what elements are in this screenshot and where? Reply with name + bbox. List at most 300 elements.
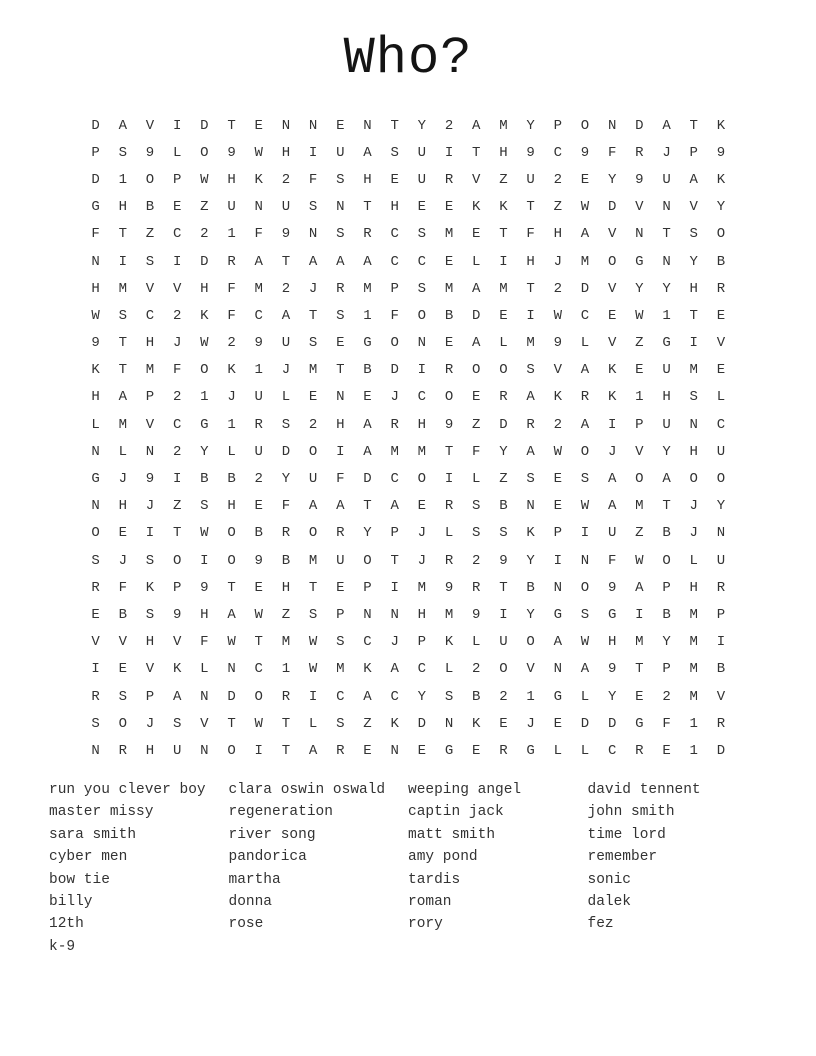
grid-letter: 1 [363, 307, 372, 324]
grid-letter: G [635, 715, 644, 732]
grid-letter: M [417, 579, 427, 596]
grid-letter: O [172, 552, 182, 569]
grid-letter: 9 [499, 552, 508, 569]
word-list-item: rose [228, 916, 264, 933]
grid-letter: D [91, 117, 100, 134]
grid-letter: Z [281, 606, 291, 623]
grid-letter: U [281, 335, 291, 352]
grid-letter: C [580, 307, 590, 324]
grid-letter: F [662, 715, 671, 732]
grid-letter: M [444, 606, 454, 623]
grid-letter: R [635, 144, 644, 161]
grid-letter: H [553, 226, 562, 243]
grid-letter: N [91, 742, 100, 759]
grid-letter: M [635, 634, 644, 651]
grid-letter: K [472, 715, 481, 732]
grid-letter: P [363, 579, 372, 596]
grid-letter: V [526, 661, 535, 678]
grid-letter: C [172, 416, 182, 433]
grid-letter: H [662, 389, 671, 406]
grid-letter: F [172, 362, 182, 379]
word-list-item: clara oswin oswald [228, 782, 386, 798]
grid-letter: B [254, 525, 263, 542]
grid-letter: N [526, 498, 535, 515]
grid-letter: N [200, 742, 209, 759]
grid-letter: T [118, 335, 127, 352]
grid-letter: S [118, 307, 127, 324]
grid-letter: D [635, 117, 644, 134]
grid-letter: I [417, 362, 427, 379]
grid-letter: U [227, 199, 236, 216]
word-list-item: bow tie [49, 871, 110, 888]
grid-letter: I [308, 688, 318, 705]
grid-letter: O [499, 661, 508, 678]
grid-letter: O [227, 742, 236, 759]
grid-letter: O [580, 579, 590, 596]
grid-letter: I [172, 471, 182, 488]
word-list-column [49, 779, 229, 958]
grid-letter: M [689, 606, 698, 623]
grid-letter: V [607, 280, 617, 297]
grid-letter: R [472, 579, 481, 596]
grid-letter: A [308, 253, 318, 270]
grid-letter: S [281, 416, 291, 433]
grid-letter: Z [635, 525, 644, 542]
grid-letter: M [580, 253, 590, 270]
grid-letter: 2 [553, 280, 562, 297]
puzzle-title: Who? [343, 29, 473, 88]
grid-letter: L [444, 661, 454, 678]
grid-letter: A [363, 443, 372, 460]
grid-letter: J [145, 715, 155, 732]
grid-letter: Z [363, 715, 372, 732]
word-list-item: fez [587, 916, 614, 933]
grid-letter: T [526, 199, 535, 216]
grid-letter: 2 [472, 661, 481, 678]
grid-letter: R [91, 688, 100, 705]
grid-letter: A [363, 253, 372, 270]
grid-letter: N [91, 498, 100, 515]
grid-letter: T [363, 498, 372, 515]
grid-letter: 2 [444, 117, 454, 134]
grid-letter: I [499, 606, 508, 623]
grid-letter: N [390, 606, 399, 623]
grid-letter: P [689, 144, 698, 161]
grid-letter: L [472, 471, 481, 488]
grid-letter: M [689, 362, 698, 379]
grid-letter: S [417, 280, 427, 297]
word-list-item: k-9 [49, 938, 76, 955]
grid-letter: W [200, 525, 209, 542]
grid-letter: U [336, 144, 345, 161]
grid-letter: S [499, 525, 508, 542]
grid-letter: D [200, 117, 209, 134]
grid-letter: Y [417, 117, 427, 134]
grid-letter: N [254, 199, 263, 216]
grid-row [82, 384, 735, 411]
grid-letter: H [145, 335, 155, 352]
grid-letter: G [662, 335, 671, 352]
grid-letter: C [145, 307, 155, 324]
grid-letter: R [499, 742, 508, 759]
grid-letter: K [607, 362, 617, 379]
grid-letter: S [472, 525, 481, 542]
grid-letter: L [472, 634, 481, 651]
grid-letter: H [689, 579, 698, 596]
grid-letter: 9 [172, 606, 182, 623]
grid-letter: E [580, 171, 590, 188]
grid-letter: E [118, 661, 127, 678]
grid-letter: V [607, 335, 617, 352]
grid-letter: 2 [227, 335, 236, 352]
grid-letter: I [118, 253, 127, 270]
grid-letter: P [553, 117, 562, 134]
grid-letter: C [254, 307, 263, 324]
grid-letter: E [716, 307, 726, 324]
grid-letter: T [118, 226, 127, 243]
grid-letter: S [444, 688, 454, 705]
grid-letter: N [662, 253, 671, 270]
grid-letter: 9 [254, 335, 263, 352]
grid-letter: O [689, 471, 698, 488]
grid-letter: L [172, 144, 182, 161]
grid-letter: Z [499, 471, 508, 488]
grid-letter: C [363, 634, 372, 651]
grid-letter: A [580, 416, 590, 433]
grid-letter: O [363, 552, 372, 569]
grid-letter: T [281, 715, 291, 732]
grid-letter: M [254, 280, 263, 297]
word-list-column [229, 779, 409, 936]
grid-letter: I [526, 307, 535, 324]
grid-letter: J [281, 362, 291, 379]
grid-letter: Z [172, 498, 182, 515]
grid-letter: E [254, 579, 263, 596]
grid-letter: V [91, 634, 100, 651]
grid-letter: D [580, 715, 590, 732]
grid-letter: O [308, 443, 318, 460]
grid-letter: S [308, 199, 318, 216]
grid-letter: A [363, 416, 372, 433]
grid-letter: A [607, 471, 617, 488]
grid-letter: N [145, 443, 155, 460]
grid-letter: P [172, 579, 182, 596]
grid-letter: E [444, 335, 454, 352]
grid-letter: U [607, 525, 617, 542]
grid-letter: A [580, 661, 590, 678]
grid-letter: E [336, 117, 345, 134]
grid-letter: 2 [172, 443, 182, 460]
grid-letter: 9 [553, 335, 562, 352]
grid-letter: T [472, 144, 481, 161]
grid-letter: C [417, 661, 427, 678]
grid-letter: H [689, 280, 698, 297]
grid-letter: 9 [145, 144, 155, 161]
grid-letter: A [172, 688, 182, 705]
grid-letter: I [444, 471, 454, 488]
grid-letter: W [308, 661, 318, 678]
grid-letter: M [281, 634, 291, 651]
grid-letter: O [716, 471, 726, 488]
grid-letter: D [227, 688, 236, 705]
grid-letter: E [716, 362, 726, 379]
grid-letter: D [281, 443, 291, 460]
grid-row [82, 656, 735, 683]
grid-letter: T [227, 579, 236, 596]
grid-letter: L [118, 443, 127, 460]
grid-letter: E [499, 307, 508, 324]
grid-letter: S [118, 144, 127, 161]
grid-letter: R [444, 171, 454, 188]
grid-letter: T [308, 579, 318, 596]
grid-letter: A [526, 443, 535, 460]
grid-letter: W [308, 634, 318, 651]
grid-letter: E [553, 715, 562, 732]
word-list-item: david tennent [587, 782, 701, 798]
grid-letter: R [281, 688, 291, 705]
grid-letter: I [172, 117, 182, 134]
grid-letter: L [553, 742, 562, 759]
grid-letter: J [662, 144, 671, 161]
grid-letter: S [200, 498, 209, 515]
grid-letter: N [308, 226, 318, 243]
grid-letter: A [390, 661, 399, 678]
grid-letter: B [716, 661, 726, 678]
grid-letter: N [607, 117, 617, 134]
grid-letter: T [390, 117, 399, 134]
grid-letter: N [227, 661, 236, 678]
grid-letter: R [91, 579, 100, 596]
grid-row [82, 194, 735, 221]
grid-letter: H [607, 634, 617, 651]
grid-letter: O [200, 144, 209, 161]
grid-letter: U [662, 171, 671, 188]
grid-letter: E [254, 498, 263, 515]
grid-letter: T [662, 498, 671, 515]
grid-letter: N [281, 117, 291, 134]
grid-letter: U [254, 389, 263, 406]
grid-letter: N [308, 117, 318, 134]
grid-letter: K [553, 389, 562, 406]
grid-letter: M [118, 416, 127, 433]
grid-letter: S [390, 144, 399, 161]
grid-letter: H [336, 416, 345, 433]
grid-letter: M [689, 688, 698, 705]
grid-letter: A [472, 335, 481, 352]
grid-letter: M [689, 634, 698, 651]
grid-letter: F [390, 307, 399, 324]
grid-letter: M [308, 362, 318, 379]
grid-letter: G [91, 199, 100, 216]
grid-letter: Z [200, 199, 209, 216]
word-list-item: pandorica [228, 849, 307, 866]
grid-letter: M [499, 117, 508, 134]
grid-letter: O [254, 688, 263, 705]
grid-letter: C [390, 253, 399, 270]
grid-letter: H [499, 144, 508, 161]
grid-letter: T [281, 742, 291, 759]
grid-letter: L [308, 715, 318, 732]
grid-letter: T [281, 253, 291, 270]
grid-letter: T [635, 661, 644, 678]
grid-letter: W [254, 144, 263, 161]
grid-letter: T [689, 117, 698, 134]
grid-letter: R [635, 742, 644, 759]
grid-letter: M [689, 661, 698, 678]
word-list-item: martha [228, 871, 281, 888]
grid-letter: B [281, 552, 291, 569]
grid-letter: D [716, 742, 726, 759]
grid-row [82, 248, 735, 275]
grid-letter: F [281, 498, 291, 515]
grid-letter: S [526, 362, 535, 379]
grid-letter: A [580, 362, 590, 379]
grid-letter: N [444, 715, 454, 732]
grid-letter: 2 [254, 471, 263, 488]
grid-letter: B [526, 579, 535, 596]
word-list-item: billy [49, 894, 93, 911]
grid-letter: N [553, 661, 562, 678]
grid-letter: I [336, 443, 345, 460]
grid-letter: E [417, 742, 427, 759]
grid-letter: S [308, 335, 318, 352]
grid-letter: P [662, 579, 671, 596]
grid-letter: O [472, 362, 481, 379]
grid-letter: 2 [200, 226, 209, 243]
grid-letter: R [363, 226, 372, 243]
grid-letter: I [607, 416, 617, 433]
grid-letter: T [363, 199, 372, 216]
grid-letter: R [716, 579, 726, 596]
grid-letter: E [444, 253, 454, 270]
grid-letter: F [91, 226, 100, 243]
grid-letter: J [308, 280, 318, 297]
grid-letter: 9 [227, 144, 236, 161]
grid-letter: M [444, 226, 454, 243]
grid-letter: F [607, 552, 617, 569]
grid-letter: T [390, 552, 399, 569]
grid-letter: O [227, 525, 236, 542]
grid-letter: C [254, 661, 263, 678]
word-list-item: weeping angel [408, 782, 522, 798]
grid-row [82, 737, 735, 764]
grid-letter: I [308, 144, 318, 161]
grid-letter: T [689, 307, 698, 324]
grid-letter: U [254, 443, 263, 460]
grid-letter: V [145, 661, 155, 678]
grid-letter: V [172, 634, 182, 651]
grid-letter: W [553, 307, 562, 324]
grid-letter: Y [716, 199, 726, 216]
grid-letter: C [390, 688, 399, 705]
grid-letter: E [172, 199, 182, 216]
grid-letter: N [390, 742, 399, 759]
grid-letter: I [91, 661, 100, 678]
grid-letter: H [227, 498, 236, 515]
word-list-item: master missy [49, 804, 154, 821]
grid-letter: W [635, 552, 644, 569]
grid-letter: H [417, 416, 427, 433]
grid-letter: Z [635, 335, 644, 352]
grid-letter: S [580, 606, 590, 623]
grid-letter: 1 [200, 389, 209, 406]
grid-letter: H [200, 280, 209, 297]
grid-letter: O [526, 634, 535, 651]
grid-letter: U [281, 199, 291, 216]
word-list-column [408, 779, 588, 936]
grid-letter: D [580, 280, 590, 297]
grid-letter: Z [145, 226, 155, 243]
grid-letter: R [499, 389, 508, 406]
grid-letter: O [499, 362, 508, 379]
grid-letter: L [580, 688, 590, 705]
grid-letter: P [716, 606, 726, 623]
grid-letter: K [444, 634, 454, 651]
grid-letter: M [444, 280, 454, 297]
grid-letter: F [336, 471, 345, 488]
grid-letter: T [662, 226, 671, 243]
grid-letter: H [363, 171, 372, 188]
grid-letter: P [417, 634, 427, 651]
grid-letter: 9 [607, 661, 617, 678]
grid-letter: B [145, 199, 155, 216]
grid-row [82, 302, 735, 329]
word-list-item: roman [408, 894, 452, 911]
grid-letter: J [390, 634, 399, 651]
grid-letter: E [118, 525, 127, 542]
grid-letter: B [662, 606, 671, 623]
word-list-item: rory [408, 916, 443, 933]
grid-letter: U [308, 471, 318, 488]
grid-letter: O [308, 525, 318, 542]
grid-letter: H [526, 253, 535, 270]
word-list-item: river song [228, 826, 316, 843]
grid-letter: A [254, 253, 263, 270]
grid-letter: Y [363, 525, 372, 542]
grid-letter: U [662, 362, 671, 379]
grid-letter: C [607, 742, 617, 759]
word-list-item: cyber men [49, 849, 128, 866]
grid-row [82, 166, 735, 193]
grid-letter: T [254, 634, 263, 651]
grid-letter: J [390, 389, 399, 406]
grid-letter: H [145, 742, 155, 759]
grid-letter: W [580, 199, 590, 216]
grid-letter: I [145, 525, 155, 542]
grid-letter: H [390, 199, 399, 216]
grid-letter: W [227, 634, 236, 651]
grid-letter: A [553, 634, 562, 651]
grid-letter: O [390, 335, 399, 352]
grid-letter: P [390, 280, 399, 297]
word-list [49, 779, 767, 958]
grid-letter: Y [607, 171, 617, 188]
grid-letter: 1 [526, 688, 535, 705]
grid-letter: R [444, 362, 454, 379]
grid-letter: 9 [716, 144, 726, 161]
grid-letter: W [553, 443, 562, 460]
grid-letter: T [444, 443, 454, 460]
grid-letter: J [689, 525, 698, 542]
grid-letter: L [200, 661, 209, 678]
grid-letter: A [308, 742, 318, 759]
grid-letter: O [200, 362, 209, 379]
grid-letter: D [363, 471, 372, 488]
grid-letter: I [254, 742, 263, 759]
grid-row [82, 139, 735, 166]
grid-letter: S [91, 552, 100, 569]
grid-letter: T [526, 280, 535, 297]
